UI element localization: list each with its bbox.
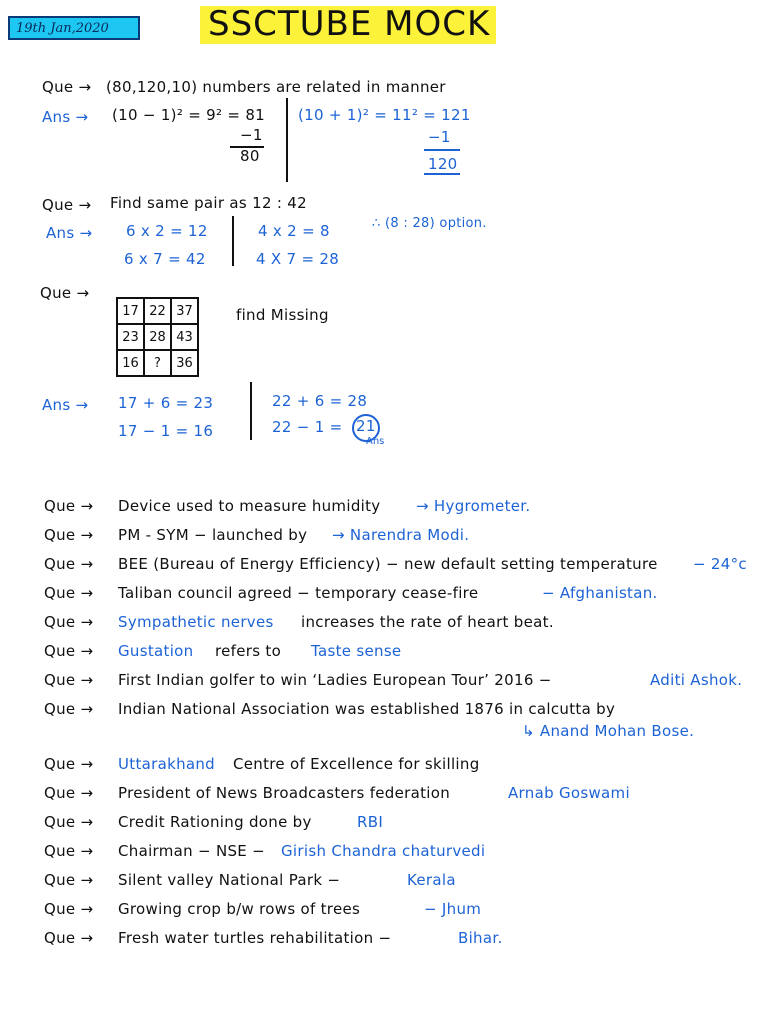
q3-label: Que → bbox=[40, 284, 90, 302]
question-text: Fresh water turtles rehabilitation − bbox=[118, 929, 392, 947]
answer-text: → Narendra Modi. bbox=[332, 526, 470, 544]
q1-ans-label: Ans → bbox=[42, 108, 89, 126]
q1-left-res: 80 bbox=[240, 147, 260, 165]
question-text: BEE (Bureau of Energy Efficiency) − new default setting temperature bbox=[118, 555, 658, 573]
answer-text: → Hygrometer. bbox=[416, 497, 531, 515]
answer-text: Kerala bbox=[407, 871, 456, 889]
que-label: Que → bbox=[44, 613, 94, 631]
q1-left-eq: (10 − 1)² = 9² = 81 bbox=[112, 106, 266, 124]
q1-right-sub: −1 bbox=[428, 128, 451, 146]
q2-question: Find same pair as 12 : 42 bbox=[110, 194, 307, 212]
date-badge bbox=[8, 16, 140, 40]
q3-l2: 17 − 1 = 16 bbox=[118, 422, 214, 440]
que-label: Que → bbox=[44, 755, 94, 773]
grid-cell: 16 bbox=[117, 350, 144, 376]
question-text: increases the rate of heart beat. bbox=[301, 613, 554, 631]
answer-text: Aditi Ashok. bbox=[650, 671, 743, 689]
question-text: Indian National Association was established 1876 in calcutta by bbox=[118, 700, 616, 718]
grid-cell: 22 bbox=[144, 298, 171, 324]
que-label: Que → bbox=[44, 871, 94, 889]
answer-text: RBI bbox=[357, 813, 384, 831]
q3-ans-word: Ans bbox=[366, 436, 385, 447]
question-text: Credit Rationing done by bbox=[118, 813, 312, 831]
answer-text: Girish Chandra chaturvedi bbox=[281, 842, 486, 860]
q3-answer: 21 bbox=[356, 417, 376, 435]
q2-l2: 6 x 7 = 42 bbox=[124, 250, 206, 268]
question-text: Growing crop b/w rows of trees bbox=[118, 900, 361, 918]
que-label: Que → bbox=[44, 929, 94, 947]
grid-cell: 36 bbox=[171, 350, 198, 376]
question-text: Silent valley National Park − bbox=[118, 871, 341, 889]
question-highlight: Sympathetic nerves bbox=[118, 613, 274, 631]
question-text: Taliban council agreed − temporary cease-fire bbox=[118, 584, 479, 602]
que-label: Que → bbox=[44, 700, 94, 718]
q2-r1: 4 x 2 = 8 bbox=[258, 222, 330, 240]
question-text: Centre of Excellence for skilling bbox=[233, 755, 480, 773]
grid-cell: 43 bbox=[171, 324, 198, 350]
question-text: President of News Broadcasters federation bbox=[118, 784, 451, 802]
q1-left-sub: −1 bbox=[240, 126, 263, 144]
q3-divider bbox=[250, 382, 252, 440]
question-text: PM - SYM − launched by bbox=[118, 526, 308, 544]
grid-cell: 17 bbox=[117, 298, 144, 324]
q2-r2: 4 X 7 = 28 bbox=[256, 250, 340, 268]
question-text: Chairman − NSE − bbox=[118, 842, 266, 860]
question-text: First Indian golfer to win ‘Ladies European Tour’ 2016 − bbox=[118, 671, 552, 689]
que-label: Que → bbox=[44, 526, 94, 544]
q2-ans-label: Ans → bbox=[46, 224, 93, 242]
q2-l1: 6 x 2 = 12 bbox=[126, 222, 208, 240]
que-label: Que → bbox=[44, 784, 94, 802]
answer-text: − Afghanistan. bbox=[542, 584, 658, 602]
page-title: SSCTUBE MOCK bbox=[208, 4, 491, 44]
answer-text: Bihar. bbox=[458, 929, 503, 947]
q1-right-rule bbox=[424, 149, 460, 151]
que-label: Que → bbox=[44, 497, 94, 515]
q3-r2: 22 − 1 = bbox=[272, 418, 343, 436]
grid-cell: 28 bbox=[144, 324, 171, 350]
question-highlight: Uttarakhand bbox=[118, 755, 216, 773]
que-label: Que → bbox=[44, 555, 94, 573]
q2-label: Que → bbox=[42, 196, 92, 214]
q3-ans-label: Ans → bbox=[42, 396, 89, 414]
q1-label: Que → bbox=[42, 78, 92, 96]
que-label: Que → bbox=[44, 671, 94, 689]
date-text: 19th Jan,2020 bbox=[16, 21, 109, 36]
q2-result: ∴ (8 : 28) option. bbox=[372, 216, 487, 231]
q1-right-res: 120 bbox=[428, 155, 458, 173]
q-answer-anand: ↳ Anand Mohan Bose. bbox=[522, 722, 695, 740]
que-label: Que → bbox=[44, 584, 94, 602]
que-label: Que → bbox=[44, 900, 94, 918]
q1-divider bbox=[286, 98, 288, 182]
question-text: refers to bbox=[215, 642, 282, 660]
q1-right-eq: (10 + 1)² = 11² = 121 bbox=[298, 106, 471, 124]
que-label: Que → bbox=[44, 642, 94, 660]
que-label: Que → bbox=[44, 813, 94, 831]
q2-divider bbox=[232, 216, 234, 266]
q1-right-underline bbox=[424, 173, 460, 175]
question-text: Device used to measure humidity bbox=[118, 497, 381, 515]
q3-note: find Missing bbox=[236, 306, 329, 324]
q1-question: (80,120,10) numbers are related in manner bbox=[106, 78, 446, 96]
answer-text: − Jhum bbox=[424, 900, 482, 918]
grid-cell: 23 bbox=[117, 324, 144, 350]
q3-r1: 22 + 6 = 28 bbox=[272, 392, 368, 410]
answer-text: − 24°c bbox=[693, 555, 747, 573]
question-highlight: Gustation bbox=[118, 642, 194, 660]
answer-text: Taste sense bbox=[311, 642, 402, 660]
grid-cell: 37 bbox=[171, 298, 198, 324]
grid-cell: ? bbox=[144, 350, 171, 376]
que-label: Que → bbox=[44, 842, 94, 860]
q3-l1: 17 + 6 = 23 bbox=[118, 394, 214, 412]
number-grid bbox=[116, 297, 199, 377]
answer-text: Arnab Goswami bbox=[508, 784, 630, 802]
